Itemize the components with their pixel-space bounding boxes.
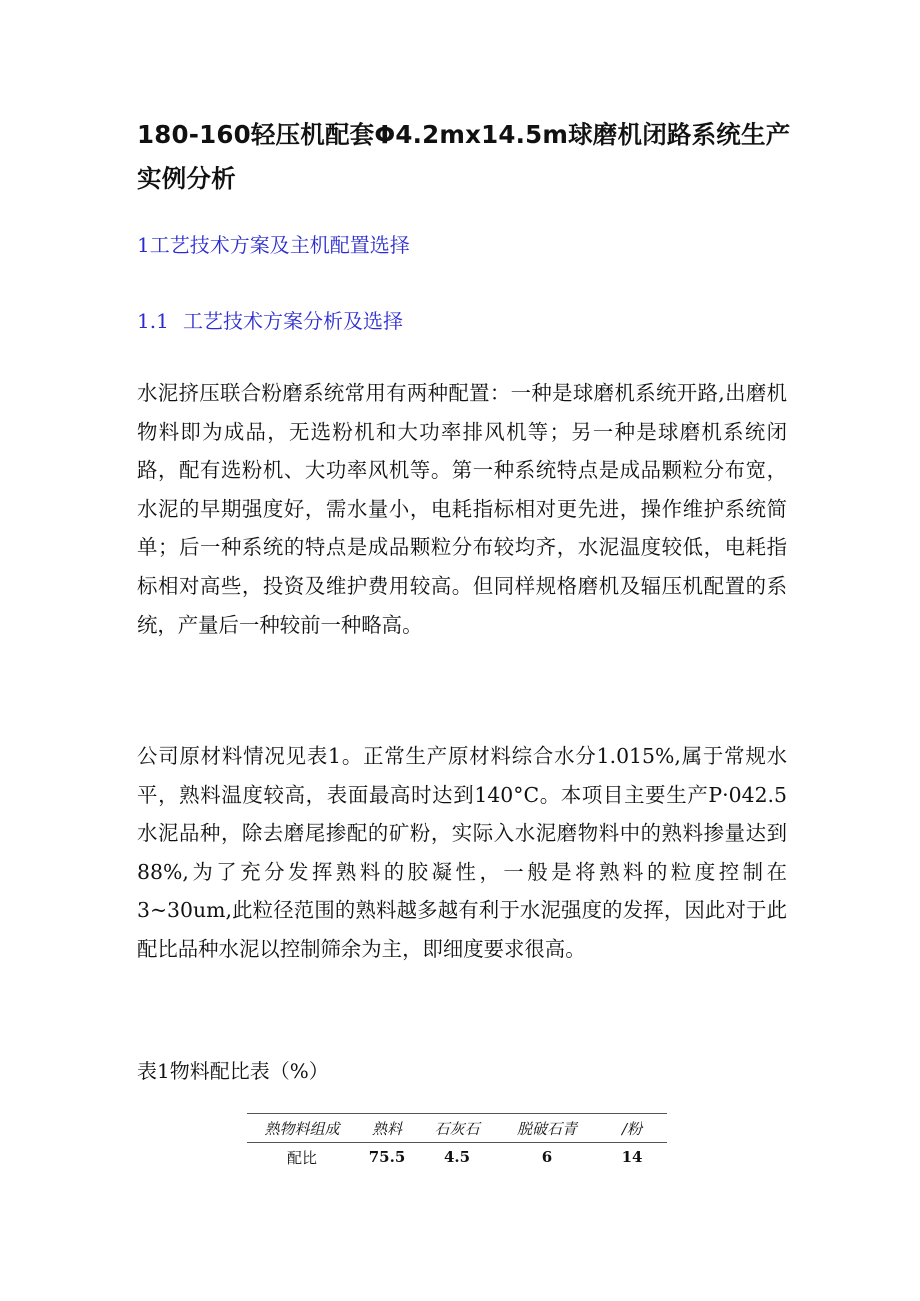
section-heading-1-1 [137, 305, 403, 334]
table-row [247, 1143, 667, 1171]
section-title: 工艺技术方案分析及选择 [183, 309, 403, 333]
paragraph-system-config: 水泥挤压联合粉磨系统常用有两种配置：一种是球磨机系统开路,出磨机物料即为成品，无选粉机和大功率排风机等；另一种是球磨机系统闭路，配有选粉机、大功率风机等。第一种系统特点是成品颗粒分布宽，水泥的早期强度好，需水量小，电耗指标相对更先进，操作维护系统简单；后一种系统的特点是成品颗粒分布较均齐，水泥温度较低，电耗指标相对高些，投资及维护费用较高。但同样规格磨机及辐压机配置的系统，产量后一种较前一种略高。 [137, 381, 787, 637]
table-cell: 14 [621, 1148, 643, 1166]
section-heading-1: 1工艺技术方案及主机配置选择 [137, 233, 410, 257]
table-caption: 表1物料配比表（%） [137, 1059, 329, 1083]
table-cell: 4.5 [443, 1148, 471, 1166]
table-header-cell: 石灰石 [434, 1119, 480, 1138]
document-title: 180-160轻压机配套Φ4.2mx14.5m球磨机闭路系统生产实例分析 [137, 120, 791, 193]
table-header-cell: /粉 [621, 1119, 643, 1138]
table-header-cell: 熟料 [371, 1119, 402, 1138]
table-row-label: 配比 [286, 1148, 317, 1167]
material-ratio-table [247, 1113, 667, 1171]
table-cell: 6 [541, 1148, 553, 1166]
table-cell: 75.5 [368, 1148, 406, 1166]
table-header-row [247, 1114, 667, 1143]
table-header-cell: 脱破石青 [516, 1119, 577, 1138]
section-number: 1.1 [137, 309, 169, 333]
table-header-cell: 熟物料组成 [264, 1119, 340, 1138]
paragraph-raw-materials: 公司原材料情况见表1。正常生产原材料综合水分1.015%,属于常规水平，熟料温度较高，表面最高时达到140°C。本项目主要生产P·042.5水泥品种，除去磨尾掺配的矿粉，实际入水泥磨物料中的熟料掺量达到88%,为了充分发挥熟料的胶凝性，一般是将熟料的粒度控制在3~30um,此粒径范围的熟料越多越有利于水泥强度的发挥，因此对于此配比品种水泥以控制筛余为主，即细度要求很高。 [137, 744, 787, 961]
